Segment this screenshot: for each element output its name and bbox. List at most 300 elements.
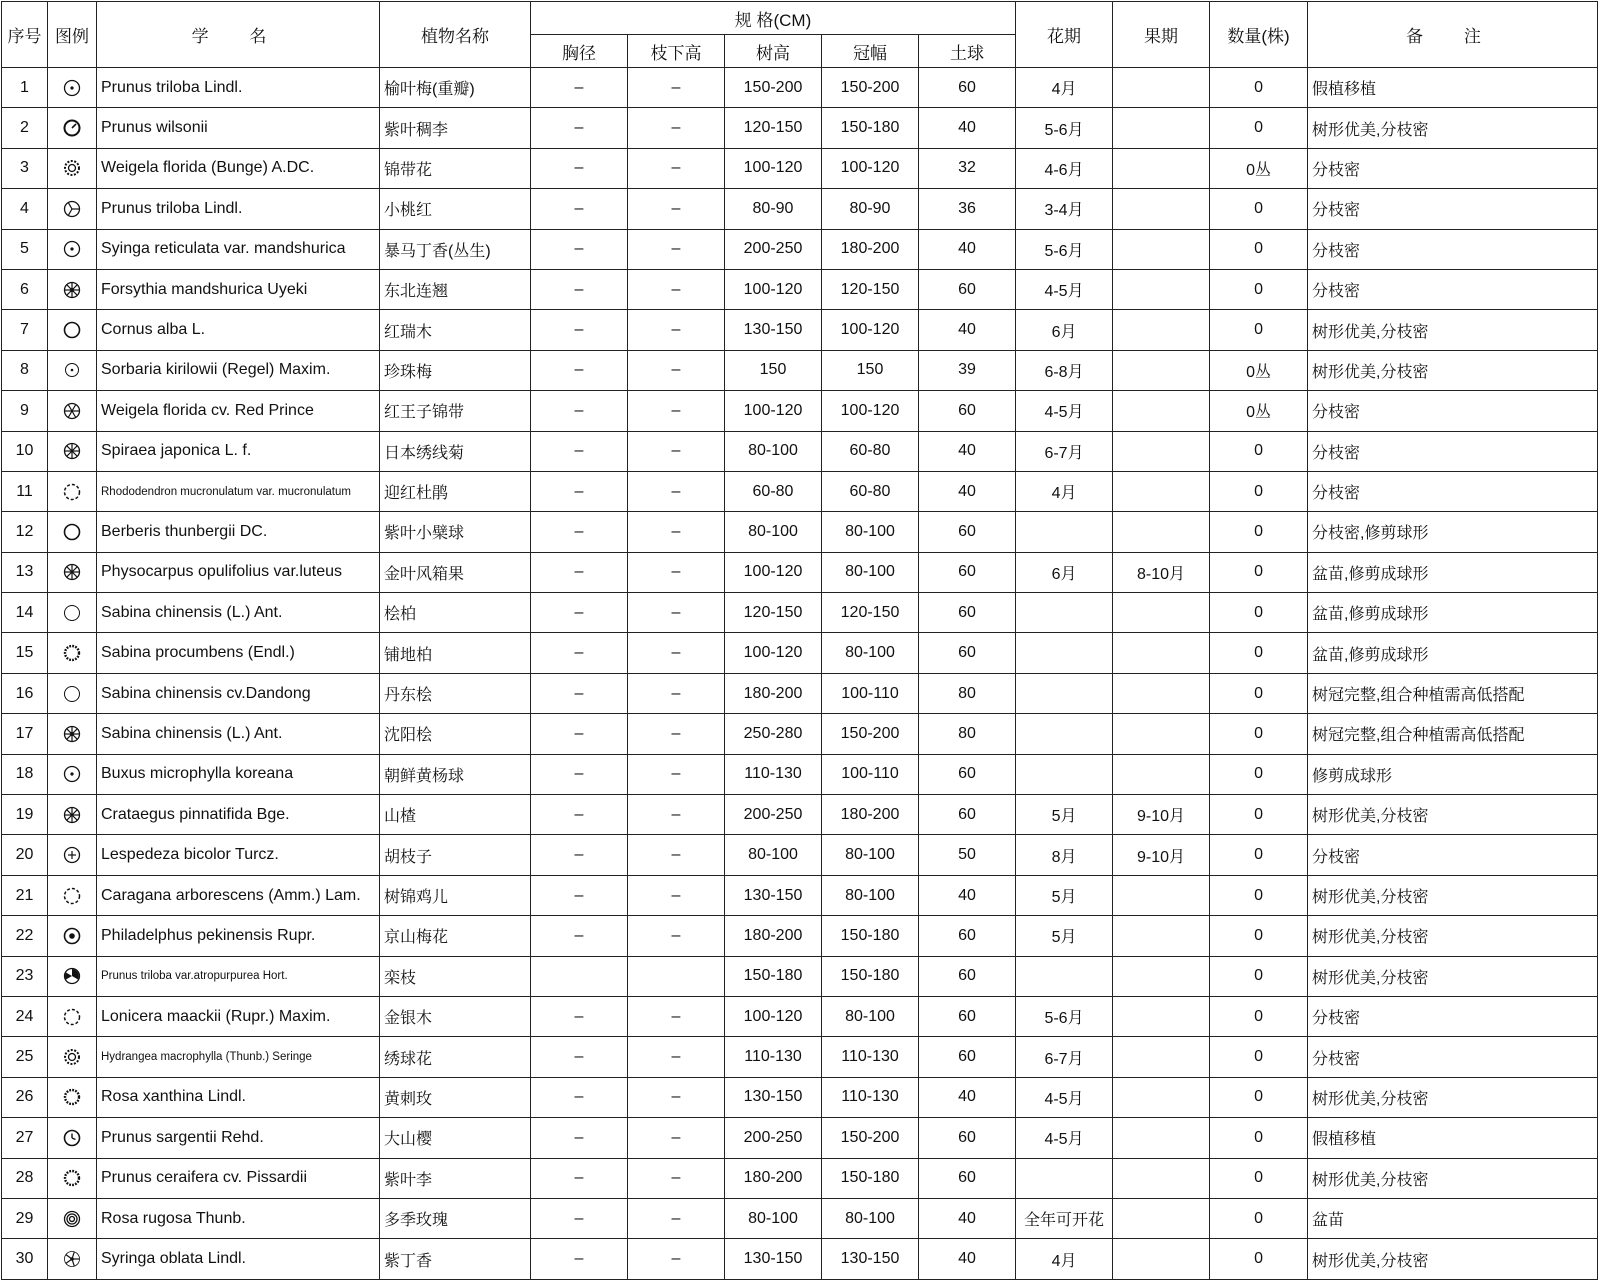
cell-fruit-period — [1113, 1118, 1210, 1158]
cell-fruit-period — [1113, 754, 1210, 794]
header-plant-name: 植物名称 — [380, 2, 531, 68]
cell-branch-height: – — [628, 1158, 725, 1198]
cell-crown: 120-150 — [822, 593, 919, 633]
cell-crown: 100-110 — [822, 754, 919, 794]
cell-quantity: 0 — [1210, 916, 1308, 956]
table-row — [2, 673, 1598, 713]
cell-tree-height: 100-120 — [725, 391, 822, 431]
asterisk-circle-icon — [52, 441, 92, 461]
cell-flower-period: 6-7月 — [1016, 1037, 1113, 1077]
cell-tree-height: 80-100 — [725, 431, 822, 471]
cell-scientific-name: Cornus alba L. — [97, 310, 380, 350]
cell-fruit-period — [1113, 916, 1210, 956]
cell-legend — [48, 1158, 97, 1198]
cell-scientific-name: Prunus wilsonii — [97, 108, 380, 148]
cell-index: 17 — [2, 714, 48, 754]
table-row — [2, 795, 1598, 835]
cell-fruit-period — [1113, 956, 1210, 996]
cell-crown: 100-110 — [822, 673, 919, 713]
cell-note: 分枝密,修剪球形 — [1308, 512, 1598, 552]
table-row — [2, 593, 1598, 633]
cell-tree-height: 180-200 — [725, 916, 822, 956]
cell-note: 分枝密 — [1308, 391, 1598, 431]
cell-fruit-period — [1113, 431, 1210, 471]
cell-fruit-period — [1113, 593, 1210, 633]
cell-tree-height: 130-150 — [725, 310, 822, 350]
cell-legend — [48, 108, 97, 148]
table-row — [2, 1239, 1598, 1279]
cell-plant-name: 红瑞木 — [380, 310, 531, 350]
cell-soil-ball: 60 — [919, 593, 1016, 633]
cell-quantity: 0 — [1210, 310, 1308, 350]
cell-flower-period: 4-6月 — [1016, 148, 1113, 188]
cell-plant-name: 迎红杜鹃 — [380, 471, 531, 511]
cell-scientific-name: Syinga reticulata var. mandshurica — [97, 229, 380, 269]
cell-branch-height: – — [628, 633, 725, 673]
cell-fruit-period — [1113, 148, 1210, 188]
cell-quantity: 0丛 — [1210, 391, 1308, 431]
cell-plant-name: 紫叶稠李 — [380, 108, 531, 148]
cell-branch-height: – — [628, 916, 725, 956]
cell-plant-name: 红王子锦带 — [380, 391, 531, 431]
cell-tree-height: 100-120 — [725, 269, 822, 309]
cell-branch-height: – — [628, 512, 725, 552]
cell-index: 5 — [2, 229, 48, 269]
cell-tree-height: 200-250 — [725, 229, 822, 269]
cell-scientific-name: Rhododendron mucronulatum var. mucronulatum — [97, 471, 380, 511]
header-quantity: 数量(株) — [1210, 2, 1308, 68]
cell-dbh: – — [531, 795, 628, 835]
cell-legend — [48, 956, 97, 996]
cell-quantity: 0 — [1210, 633, 1308, 673]
cell-dbh: – — [531, 916, 628, 956]
header-scientific-name: 学 名 — [97, 2, 380, 68]
cell-quantity: 0 — [1210, 1198, 1308, 1238]
cell-legend — [48, 795, 97, 835]
cell-scientific-name: Weigela florida (Bunge) A.DC. — [97, 148, 380, 188]
cell-soil-ball: 40 — [919, 229, 1016, 269]
cell-soil-ball: 36 — [919, 189, 1016, 229]
cell-scientific-name: Philadelphus pekinensis Rupr. — [97, 916, 380, 956]
cell-flower-period: 5-6月 — [1016, 229, 1113, 269]
cell-flower-period: 4-5月 — [1016, 391, 1113, 431]
cell-soil-ball: 60 — [919, 916, 1016, 956]
cell-flower-period: 4月 — [1016, 471, 1113, 511]
cell-plant-name: 多季玫瑰 — [380, 1198, 531, 1238]
cell-tree-height: 80-100 — [725, 1198, 822, 1238]
cell-note: 树形优美,分枝密 — [1308, 1158, 1598, 1198]
cell-flower-period: 5月 — [1016, 916, 1113, 956]
cell-scientific-name: Sabina chinensis cv.Dandong — [97, 673, 380, 713]
cell-crown: 80-100 — [822, 996, 919, 1036]
cell-note: 假植移植 — [1308, 68, 1598, 108]
gauge-circle-icon — [52, 118, 92, 138]
cell-fruit-period — [1113, 108, 1210, 148]
ring-icon — [52, 320, 92, 340]
cell-note: 分枝密 — [1308, 148, 1598, 188]
cell-branch-height: – — [628, 1239, 725, 1279]
cell-soil-ball: 60 — [919, 633, 1016, 673]
cell-fruit-period: 9-10月 — [1113, 835, 1210, 875]
cell-quantity: 0丛 — [1210, 148, 1308, 188]
cell-note: 树形优美,分枝密 — [1308, 1077, 1598, 1117]
dotted-ring-icon — [52, 1007, 92, 1027]
header-branch-height: 枝下高 — [628, 35, 725, 68]
cell-plant-name: 紫叶李 — [380, 1158, 531, 1198]
cell-flower-period: 3-4月 — [1016, 189, 1113, 229]
cell-flower-period: 4月 — [1016, 68, 1113, 108]
cell-legend — [48, 189, 97, 229]
cell-tree-height: 80-100 — [725, 512, 822, 552]
cell-fruit-period — [1113, 1158, 1210, 1198]
cell-dbh: – — [531, 835, 628, 875]
cell-index: 30 — [2, 1239, 48, 1279]
cell-tree-height: 250-280 — [725, 714, 822, 754]
thin-ring-icon — [52, 603, 92, 623]
cell-quantity: 0 — [1210, 956, 1308, 996]
cell-index: 12 — [2, 512, 48, 552]
cell-legend — [48, 552, 97, 592]
cell-tree-height: 130-150 — [725, 1239, 822, 1279]
table-row — [2, 996, 1598, 1036]
table-row — [2, 471, 1598, 511]
table-row — [2, 835, 1598, 875]
cell-quantity: 0 — [1210, 1239, 1308, 1279]
cell-legend — [48, 916, 97, 956]
cell-plant-name: 铺地柏 — [380, 633, 531, 673]
table-row — [2, 269, 1598, 309]
cell-note: 修剪成球形 — [1308, 754, 1598, 794]
cell-scientific-name: Sorbaria kirilowii (Regel) Maxim. — [97, 350, 380, 390]
header-row-1 — [2, 2, 1598, 35]
cell-dbh: – — [531, 471, 628, 511]
cell-tree-height: 80-90 — [725, 189, 822, 229]
cell-soil-ball: 80 — [919, 673, 1016, 713]
cell-note: 树冠完整,组合种植需高低搭配 — [1308, 673, 1598, 713]
cell-quantity: 0 — [1210, 754, 1308, 794]
cell-dbh: – — [531, 189, 628, 229]
cell-fruit-period — [1113, 996, 1210, 1036]
cell-index: 9 — [2, 391, 48, 431]
cell-scientific-name: Berberis thunbergii DC. — [97, 512, 380, 552]
cell-crown: 100-120 — [822, 391, 919, 431]
cell-note: 盆苗,修剪成球形 — [1308, 633, 1598, 673]
cell-dbh: – — [531, 1239, 628, 1279]
cell-branch-height — [628, 956, 725, 996]
cell-tree-height: 200-250 — [725, 795, 822, 835]
gear-ring-icon — [52, 1168, 92, 1188]
cell-plant-name: 栾枝 — [380, 956, 531, 996]
cell-soil-ball: 39 — [919, 350, 1016, 390]
cell-dbh: – — [531, 431, 628, 471]
cell-flower-period: 5月 — [1016, 795, 1113, 835]
cell-fruit-period — [1113, 1077, 1210, 1117]
table-row — [2, 350, 1598, 390]
cell-plant-name: 榆叶梅(重瓣) — [380, 68, 531, 108]
propeller-icon — [52, 1249, 92, 1269]
cell-index: 24 — [2, 996, 48, 1036]
cell-branch-height: – — [628, 1198, 725, 1238]
cell-fruit-period — [1113, 1037, 1210, 1077]
cell-note: 分枝密 — [1308, 996, 1598, 1036]
cell-index: 4 — [2, 189, 48, 229]
cell-index: 23 — [2, 956, 48, 996]
cell-branch-height: – — [628, 714, 725, 754]
cell-scientific-name: Prunus triloba var.atropurpurea Hort. — [97, 956, 380, 996]
cell-crown: 150 — [822, 350, 919, 390]
cell-quantity: 0 — [1210, 996, 1308, 1036]
cell-quantity: 0 — [1210, 108, 1308, 148]
cell-plant-name: 紫丁香 — [380, 1239, 531, 1279]
cell-dbh — [531, 956, 628, 996]
cell-index: 14 — [2, 593, 48, 633]
cell-flower-period: 5月 — [1016, 875, 1113, 915]
cell-legend — [48, 1077, 97, 1117]
cell-branch-height: – — [628, 552, 725, 592]
cell-note: 树冠完整,组合种植需高低搭配 — [1308, 714, 1598, 754]
table-row — [2, 108, 1598, 148]
cell-crown: 150-180 — [822, 956, 919, 996]
cell-soil-ball: 40 — [919, 310, 1016, 350]
flower-ring-icon — [52, 158, 92, 178]
cell-legend — [48, 229, 97, 269]
cell-crown: 150-200 — [822, 68, 919, 108]
cell-plant-name: 丹东桧 — [380, 673, 531, 713]
cell-scientific-name: Lespedeza bicolor Turcz. — [97, 835, 380, 875]
cell-crown: 110-130 — [822, 1037, 919, 1077]
cell-branch-height: – — [628, 471, 725, 511]
star-circle-icon — [52, 724, 92, 744]
cell-dbh: – — [531, 310, 628, 350]
cell-soil-ball: 80 — [919, 714, 1016, 754]
cell-dbh: – — [531, 875, 628, 915]
header-fruit-period: 果期 — [1113, 2, 1210, 68]
table-row — [2, 754, 1598, 794]
ring-icon — [52, 522, 92, 542]
cell-tree-height: 200-250 — [725, 1118, 822, 1158]
cell-scientific-name: Caragana arborescens (Amm.) Lam. — [97, 875, 380, 915]
cell-soil-ball: 60 — [919, 68, 1016, 108]
cell-note: 盆苗,修剪成球形 — [1308, 593, 1598, 633]
cell-branch-height: – — [628, 310, 725, 350]
cell-tree-height: 120-150 — [725, 593, 822, 633]
cell-index: 7 — [2, 310, 48, 350]
header-tree-height: 树高 — [725, 35, 822, 68]
cell-crown: 100-120 — [822, 310, 919, 350]
cell-crown: 180-200 — [822, 229, 919, 269]
cell-note: 分枝密 — [1308, 431, 1598, 471]
cell-soil-ball: 60 — [919, 795, 1016, 835]
header-flower-period: 花期 — [1016, 2, 1113, 68]
cell-legend — [48, 1037, 97, 1077]
cell-scientific-name: Lonicera maackii (Rupr.) Maxim. — [97, 996, 380, 1036]
cell-plant-name: 桧柏 — [380, 593, 531, 633]
asterisk-circle-icon — [52, 805, 92, 825]
cell-soil-ball: 40 — [919, 1239, 1016, 1279]
cell-plant-name: 树锦鸡儿 — [380, 875, 531, 915]
cell-note: 树形优美,分枝密 — [1308, 795, 1598, 835]
star-circle-icon — [52, 280, 92, 300]
cell-legend — [48, 148, 97, 188]
cell-soil-ball: 50 — [919, 835, 1016, 875]
cell-fruit-period — [1113, 875, 1210, 915]
cell-quantity: 0 — [1210, 875, 1308, 915]
cell-quantity: 0 — [1210, 1037, 1308, 1077]
cell-dbh: – — [531, 108, 628, 148]
cell-flower-period — [1016, 633, 1113, 673]
cell-quantity: 0 — [1210, 673, 1308, 713]
cell-legend — [48, 68, 97, 108]
table-row — [2, 68, 1598, 108]
cell-soil-ball: 40 — [919, 108, 1016, 148]
table-row — [2, 1077, 1598, 1117]
cell-legend — [48, 875, 97, 915]
cell-index: 26 — [2, 1077, 48, 1117]
table-row — [2, 633, 1598, 673]
cell-plant-name: 金叶风箱果 — [380, 552, 531, 592]
cell-crown: 150-200 — [822, 1118, 919, 1158]
plus-circle-icon — [52, 845, 92, 865]
cell-tree-height: 150-200 — [725, 68, 822, 108]
dot-circle-icon — [52, 764, 92, 784]
cell-scientific-name: Spiraea japonica L. f. — [97, 431, 380, 471]
cell-tree-height: 100-120 — [725, 552, 822, 592]
asterisk-circle-icon — [52, 562, 92, 582]
cell-fruit-period — [1113, 269, 1210, 309]
cell-quantity: 0 — [1210, 512, 1308, 552]
cell-note: 树形优美,分枝密 — [1308, 108, 1598, 148]
cell-scientific-name: Sabina procumbens (Endl.) — [97, 633, 380, 673]
cell-tree-height: 150-180 — [725, 956, 822, 996]
cell-branch-height: – — [628, 269, 725, 309]
cell-tree-height: 80-100 — [725, 835, 822, 875]
cell-dbh: – — [531, 1077, 628, 1117]
cell-quantity: 0丛 — [1210, 350, 1308, 390]
cell-flower-period — [1016, 593, 1113, 633]
cell-flower-period — [1016, 512, 1113, 552]
cell-index: 10 — [2, 431, 48, 471]
cell-branch-height: – — [628, 148, 725, 188]
cell-quantity: 0 — [1210, 593, 1308, 633]
cell-dbh: – — [531, 1198, 628, 1238]
cell-flower-period: 6-8月 — [1016, 350, 1113, 390]
cell-quantity: 0 — [1210, 471, 1308, 511]
cell-soil-ball: 40 — [919, 471, 1016, 511]
dot-circle-icon — [52, 239, 92, 259]
table-row — [2, 512, 1598, 552]
cell-crown: 80-100 — [822, 633, 919, 673]
cell-plant-name: 山楂 — [380, 795, 531, 835]
table-row — [2, 875, 1598, 915]
cell-tree-height: 60-80 — [725, 471, 822, 511]
cell-quantity: 0 — [1210, 189, 1308, 229]
cell-plant-name: 锦带花 — [380, 148, 531, 188]
cell-plant-name: 胡枝子 — [380, 835, 531, 875]
cell-branch-height: – — [628, 673, 725, 713]
cell-branch-height: – — [628, 835, 725, 875]
cell-tree-height: 120-150 — [725, 108, 822, 148]
cell-scientific-name: Prunus triloba Lindl. — [97, 189, 380, 229]
cell-plant-name: 日本绣线菊 — [380, 431, 531, 471]
header-index: 序号 — [2, 2, 48, 68]
cell-dbh: – — [531, 1158, 628, 1198]
cell-dbh: – — [531, 714, 628, 754]
fan-circle-icon — [52, 966, 92, 986]
cell-flower-period: 6月 — [1016, 552, 1113, 592]
cell-quantity: 0 — [1210, 1118, 1308, 1158]
cell-crown: 110-130 — [822, 1077, 919, 1117]
cell-branch-height: – — [628, 229, 725, 269]
cell-branch-height: – — [628, 1118, 725, 1158]
thin-ring-icon — [52, 684, 92, 704]
cell-soil-ball: 60 — [919, 552, 1016, 592]
cell-tree-height: 180-200 — [725, 1158, 822, 1198]
cell-branch-height: – — [628, 431, 725, 471]
cell-note: 分枝密 — [1308, 189, 1598, 229]
cell-fruit-period — [1113, 310, 1210, 350]
cell-soil-ball: 60 — [919, 956, 1016, 996]
table-row — [2, 1037, 1598, 1077]
cell-branch-height: – — [628, 996, 725, 1036]
cell-dbh: – — [531, 1118, 628, 1158]
cell-tree-height: 100-120 — [725, 996, 822, 1036]
cell-index: 22 — [2, 916, 48, 956]
cell-flower-period: 全年可开花 — [1016, 1198, 1113, 1238]
header-soil-ball: 土球 — [919, 35, 1016, 68]
cell-quantity: 0 — [1210, 1077, 1308, 1117]
cell-soil-ball: 60 — [919, 391, 1016, 431]
cell-index: 25 — [2, 1037, 48, 1077]
cell-quantity: 0 — [1210, 835, 1308, 875]
cell-plant-name: 东北连翘 — [380, 269, 531, 309]
cell-crown: 60-80 — [822, 471, 919, 511]
cell-note: 盆苗,修剪成球形 — [1308, 552, 1598, 592]
cell-note: 盆苗 — [1308, 1198, 1598, 1238]
cell-soil-ball: 60 — [919, 1158, 1016, 1198]
plant-schedule-table — [1, 1, 1598, 1280]
cell-soil-ball: 60 — [919, 754, 1016, 794]
table-row — [2, 1198, 1598, 1238]
dotted-ring-icon — [52, 886, 92, 906]
cell-crown: 150-180 — [822, 916, 919, 956]
cell-scientific-name: Prunus triloba Lindl. — [97, 68, 380, 108]
filled-dot-circle-icon — [52, 926, 92, 946]
cell-soil-ball: 60 — [919, 1037, 1016, 1077]
cell-flower-period: 5-6月 — [1016, 996, 1113, 1036]
cell-flower-period — [1016, 754, 1113, 794]
cell-legend — [48, 714, 97, 754]
cell-crown: 180-200 — [822, 795, 919, 835]
cell-soil-ball: 40 — [919, 875, 1016, 915]
cell-flower-period — [1016, 956, 1113, 996]
cell-branch-height: – — [628, 189, 725, 229]
spiral-circle-icon — [52, 1209, 92, 1229]
cell-fruit-period — [1113, 350, 1210, 390]
cell-dbh: – — [531, 673, 628, 713]
cell-legend — [48, 996, 97, 1036]
cell-legend — [48, 310, 97, 350]
cell-fruit-period — [1113, 633, 1210, 673]
cell-fruit-period — [1113, 229, 1210, 269]
cell-plant-name: 京山梅花 — [380, 916, 531, 956]
table-row — [2, 229, 1598, 269]
cell-note: 树形优美,分枝密 — [1308, 350, 1598, 390]
cell-plant-name: 金银木 — [380, 996, 531, 1036]
cell-scientific-name: Syringa oblata Lindl. — [97, 1239, 380, 1279]
pinwheel-circle-icon — [52, 401, 92, 421]
table-row — [2, 148, 1598, 188]
cell-flower-period: 6月 — [1016, 310, 1113, 350]
